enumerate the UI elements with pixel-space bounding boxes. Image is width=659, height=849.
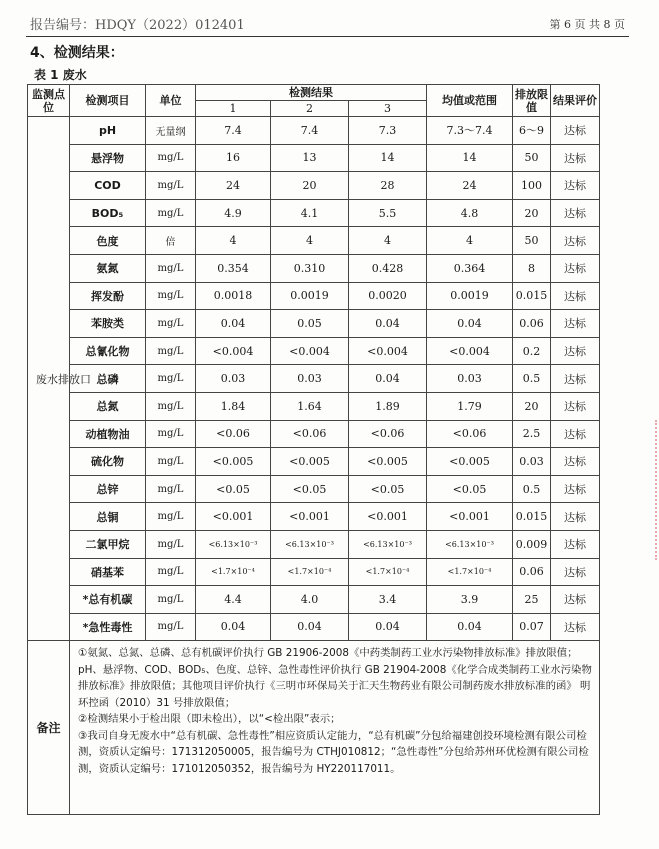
unit-cell: mg/L (146, 530, 196, 558)
unit-cell: mg/L (146, 365, 196, 393)
result-3-cell: 0.428 (349, 254, 427, 282)
result-3-cell: 28 (349, 172, 427, 200)
eval-cell: 达标 (551, 392, 600, 420)
result-3-cell: 1.89 (349, 392, 427, 420)
limit-cell: 0.015 (513, 282, 551, 310)
limit-cell: 20 (513, 199, 551, 227)
result-1-cell: 0.04 (196, 613, 271, 641)
section-title: 4、检测结果： (30, 45, 124, 61)
limit-cell: 0.009 (513, 530, 551, 558)
eval-cell: 达标 (551, 282, 600, 310)
table-title: 表 1 废水 (34, 68, 87, 82)
unit-cell: mg/L (146, 448, 196, 476)
result-3-cell: 4 (349, 227, 427, 255)
table-row (28, 448, 600, 476)
result-2-cell: <1.7×10⁻⁴ (271, 558, 349, 586)
item-cell: 总磷 (70, 365, 146, 393)
result-3-cell: 0.04 (349, 365, 427, 393)
result-1-cell: <0.06 (196, 420, 271, 448)
avg-cell: 4.8 (427, 199, 513, 227)
result-2-cell: 4.1 (271, 199, 349, 227)
table-row (28, 586, 600, 614)
report-number: 报告编号：HDQY（2022）012401 (30, 18, 245, 33)
eval-cell: 达标 (551, 448, 600, 476)
result-2-cell: 0.05 (271, 310, 349, 338)
result-2-cell: <6.13×10⁻³ (271, 530, 349, 558)
result-3-cell: <0.001 (349, 503, 427, 531)
result-3-cell: 3.4 (349, 586, 427, 614)
item-cell: 二氯甲烷 (70, 530, 146, 558)
item-cell: 苯胺类 (70, 310, 146, 338)
result-1-cell: <6.13×10⁻³ (196, 530, 271, 558)
eval-cell: 达标 (551, 365, 600, 393)
item-cell: 色度 (70, 227, 146, 255)
result-3-cell: <0.05 (349, 475, 427, 503)
item-cell: pH (70, 117, 146, 145)
result-2-cell: <0.06 (271, 420, 349, 448)
result-2-cell: 13 (271, 144, 349, 172)
table-row (28, 227, 600, 255)
limit-cell: 20 (513, 392, 551, 420)
seam-seal-stamp (645, 420, 657, 560)
limit-cell: 0.06 (513, 310, 551, 338)
eval-cell: 达标 (551, 420, 600, 448)
item-cell: 总锌 (70, 475, 146, 503)
table-row (28, 475, 600, 503)
table-row (28, 254, 600, 282)
item-cell: 动植物油 (70, 420, 146, 448)
result-1-cell: 24 (196, 172, 271, 200)
col-header-item: 检测项目 (70, 85, 146, 117)
item-cell: COD (70, 172, 146, 200)
limit-cell: 6～9 (513, 117, 551, 145)
eval-cell: 达标 (551, 337, 600, 365)
item-cell: 硝基苯 (70, 558, 146, 586)
eval-cell: 达标 (551, 254, 600, 282)
limit-cell: 2.5 (513, 420, 551, 448)
eval-cell: 达标 (551, 586, 600, 614)
item-cell: 总氰化物 (70, 337, 146, 365)
result-2-cell: 7.4 (271, 117, 349, 145)
table-row (28, 365, 600, 393)
unit-cell: mg/L (146, 310, 196, 338)
table-row (28, 172, 600, 200)
eval-cell: 达标 (551, 613, 600, 641)
table-row (28, 337, 600, 365)
result-3-cell: 0.04 (349, 613, 427, 641)
result-2-cell: 0.03 (271, 365, 349, 393)
avg-cell: 0.04 (427, 310, 513, 338)
unit-cell: 无量纲 (146, 117, 196, 145)
result-2-cell: 1.64 (271, 392, 349, 420)
item-cell: 硫化物 (70, 448, 146, 476)
eval-cell: 达标 (551, 558, 600, 586)
limit-cell: 25 (513, 586, 551, 614)
result-1-cell: 0.04 (196, 310, 271, 338)
item-cell: 氨氮 (70, 254, 146, 282)
limit-cell: 0.015 (513, 503, 551, 531)
col-header-r1: 1 (196, 101, 271, 117)
limit-cell: 100 (513, 172, 551, 200)
result-1-cell: 0.354 (196, 254, 271, 282)
item-cell: 挥发酚 (70, 282, 146, 310)
avg-cell: 4 (427, 227, 513, 255)
result-3-cell: 0.04 (349, 310, 427, 338)
avg-cell: <0.06 (427, 420, 513, 448)
table-row (28, 310, 600, 338)
result-2-cell: <0.005 (271, 448, 349, 476)
eval-cell: 达标 (551, 227, 600, 255)
unit-cell: mg/L (146, 144, 196, 172)
result-3-cell: <6.13×10⁻³ (349, 530, 427, 558)
limit-cell: 0.06 (513, 558, 551, 586)
avg-cell: <0.004 (427, 337, 513, 365)
result-3-cell: 5.5 (349, 199, 427, 227)
unit-cell: mg/L (146, 558, 196, 586)
eval-cell: 达标 (551, 503, 600, 531)
result-1-cell: <0.05 (196, 475, 271, 503)
avg-cell: 0.0019 (427, 282, 513, 310)
notes-row (28, 641, 600, 815)
notes-content (70, 641, 600, 815)
limit-cell: 0.2 (513, 337, 551, 365)
col-header-r2: 2 (271, 101, 349, 117)
result-3-cell: <0.004 (349, 337, 427, 365)
unit-cell: mg/L (146, 337, 196, 365)
avg-cell: 3.9 (427, 586, 513, 614)
avg-cell: 14 (427, 144, 513, 172)
page-header (26, 10, 629, 37)
result-2-cell: 4.0 (271, 586, 349, 614)
result-1-cell: 4.4 (196, 586, 271, 614)
limit-cell: 0.5 (513, 365, 551, 393)
result-2-cell: 4 (271, 227, 349, 255)
unit-cell: 倍 (146, 227, 196, 255)
col-header-site: 监测点位 (28, 85, 70, 117)
col-header-avg: 均值或范围 (427, 85, 513, 117)
avg-cell: 0.04 (427, 613, 513, 641)
table-row (28, 420, 600, 448)
avg-cell: 0.03 (427, 365, 513, 393)
table-row (28, 117, 600, 145)
eval-cell: 达标 (551, 530, 600, 558)
site-name-cell: 废水排放口 (28, 117, 70, 641)
page-indicator: 第 6 页 共 8 页 (549, 18, 625, 31)
unit-cell: mg/L (146, 254, 196, 282)
result-1-cell: 0.0018 (196, 282, 271, 310)
result-3-cell: 7.3 (349, 117, 427, 145)
unit-cell: mg/L (146, 392, 196, 420)
unit-cell: mg/L (146, 586, 196, 614)
col-header-limit: 排放限值 (513, 85, 551, 117)
avg-cell: <0.001 (427, 503, 513, 531)
item-cell: 悬浮物 (70, 144, 146, 172)
item-cell: *急性毒性 (70, 613, 146, 641)
result-3-cell: <0.06 (349, 420, 427, 448)
result-1-cell: 0.03 (196, 365, 271, 393)
avg-cell: <1.7×10⁻⁴ (427, 558, 513, 586)
result-1-cell: 1.84 (196, 392, 271, 420)
unit-cell: mg/L (146, 475, 196, 503)
result-2-cell: 0.0019 (271, 282, 349, 310)
unit-cell: mg/L (146, 613, 196, 641)
note-item: ①氨氮、总氮、总磷、总有机碳评价执行 GB 21906-2008《中药类制药工业水污染物排放标准》排放限值；pH、悬浮物、COD、BOD₅、色度、总锌、急性毒性评价执行 GB 21904-2008《化学合成类制药工业水污染物排放标准》排放限值；其他项目评价执行《三明市环保局关于汇天生物药业有限公司制药废水排放标准的函》 明环控函（2010）31 号排放限值； (78, 647, 592, 709)
wastewater-results-table (27, 84, 600, 815)
table-row (28, 199, 600, 227)
table-row (28, 144, 600, 172)
avg-cell: 1.79 (427, 392, 513, 420)
note-item: ③我司自身无废水中“总有机碳、急性毒性”相应资质认定能力，“总有机碳”分包给福建创投环境检测有限公司检测，资质认定编号：171312050005，报告编号为 CTHJ010812；“急性毒性”分包给苏州环优检测有限公司检测，资质认定编号：171012050352，报告编号为 HY220117011。 (78, 729, 589, 775)
limit-cell: 50 (513, 144, 551, 172)
table-row (28, 282, 600, 310)
col-header-results: 检测结果 (196, 85, 427, 101)
avg-cell: <6.13×10⁻³ (427, 530, 513, 558)
unit-cell: mg/L (146, 282, 196, 310)
eval-cell: 达标 (551, 144, 600, 172)
result-1-cell: 7.4 (196, 117, 271, 145)
result-2-cell: <0.001 (271, 503, 349, 531)
avg-cell: <0.05 (427, 475, 513, 503)
result-2-cell: 0.04 (271, 613, 349, 641)
limit-cell: 0.03 (513, 448, 551, 476)
result-3-cell: <1.7×10⁻⁴ (349, 558, 427, 586)
table-row (28, 613, 600, 641)
item-cell: BOD₅ (70, 199, 146, 227)
item-cell: 总氮 (70, 392, 146, 420)
eval-cell: 达标 (551, 310, 600, 338)
result-1-cell: 4 (196, 227, 271, 255)
result-2-cell: 0.310 (271, 254, 349, 282)
limit-cell: 8 (513, 254, 551, 282)
limit-cell: 50 (513, 227, 551, 255)
result-1-cell: 4.9 (196, 199, 271, 227)
result-1-cell: 16 (196, 144, 271, 172)
col-header-eval: 结果评价 (551, 85, 600, 117)
result-1-cell: <1.7×10⁻⁴ (196, 558, 271, 586)
limit-cell: 0.07 (513, 613, 551, 641)
table-row (28, 503, 600, 531)
unit-cell: mg/L (146, 503, 196, 531)
col-header-r3: 3 (349, 101, 427, 117)
result-1-cell: <0.001 (196, 503, 271, 531)
limit-cell: 0.5 (513, 475, 551, 503)
result-3-cell: 0.0020 (349, 282, 427, 310)
unit-cell: mg/L (146, 199, 196, 227)
avg-cell: 24 (427, 172, 513, 200)
unit-cell: mg/L (146, 420, 196, 448)
item-cell: 总铜 (70, 503, 146, 531)
eval-cell: 达标 (551, 475, 600, 503)
eval-cell: 达标 (551, 117, 600, 145)
result-3-cell: 14 (349, 144, 427, 172)
col-header-unit: 单位 (146, 85, 196, 117)
result-3-cell: <0.005 (349, 448, 427, 476)
note-item: ②检测结果小于检出限（即未检出），以“<检出限”表示； (78, 713, 341, 726)
result-1-cell: <0.005 (196, 448, 271, 476)
avg-cell: <0.005 (427, 448, 513, 476)
avg-cell: 0.364 (427, 254, 513, 282)
avg-cell: 7.3～7.4 (427, 117, 513, 145)
eval-cell: 达标 (551, 199, 600, 227)
result-2-cell: <0.05 (271, 475, 349, 503)
table-row (28, 558, 600, 586)
table-row (28, 530, 600, 558)
eval-cell: 达标 (551, 172, 600, 200)
table-row (28, 392, 600, 420)
notes-label: 备注 (28, 641, 70, 815)
item-cell: *总有机碳 (70, 586, 146, 614)
result-1-cell: <0.004 (196, 337, 271, 365)
result-2-cell: <0.004 (271, 337, 349, 365)
result-2-cell: 20 (271, 172, 349, 200)
unit-cell: mg/L (146, 172, 196, 200)
